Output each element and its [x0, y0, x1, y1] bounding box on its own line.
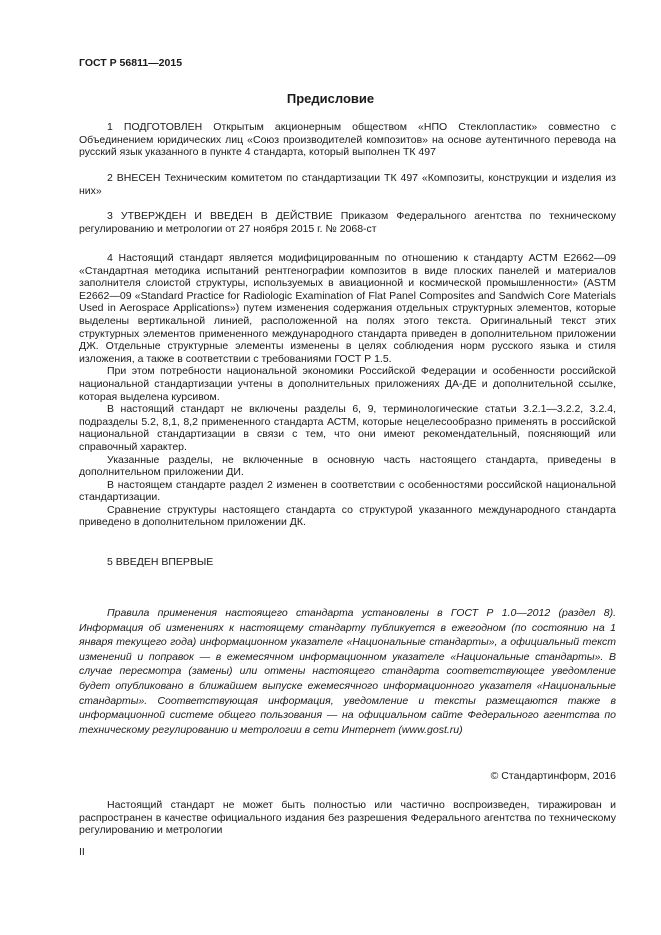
document-code: ГОСТ Р 56811—2015 — [79, 57, 183, 69]
item-3 — [79, 210, 616, 235]
item-1-text: 1 ПОДГОТОВЛЕН Открытым акционерным обществом «НПО Стеклопластик» совместно с Объединением юридических лиц «Союз производителей композитов» на основе аутентичного перевода на русский язык указанного в пункте 4 стандарта, который выполнен ТК 497 — [79, 121, 616, 159]
item-2 — [79, 172, 616, 197]
item-4-paragraph-d: Указанные разделы, не включенные в основную часть настоящего стандарта, приведены в дополнительном приложении ДИ. — [79, 453, 616, 479]
item-4-paragraph-f: Сравнение структуры настоящего стандарта со структурой указанного международного стандарта приведено в дополнительном приложении ДК. — [79, 503, 616, 529]
page-title: Предисловие — [286, 91, 375, 106]
item-4-paragraph-e: В настоящем стандарте раздел 2 изменен в соответствии с особенностями российской национальной стандартизации. — [79, 478, 616, 504]
reproduction-notice: Настоящий стандарт не может быть полностью или частично воспроизведен, тиражирован и распространен в качестве официального издания без разрешения Федерального агентства по техническому регулированию и метрологии — [79, 799, 616, 837]
page-number: II — [79, 846, 85, 858]
item-2-text: 2 ВНЕСЕН Техническим комитетом по стандартизации ТК 497 «Композиты, конструкции и изделия из них» — [79, 172, 616, 197]
copyright: © Стандартинформ, 2016 — [490, 770, 616, 782]
item-4 — [79, 252, 616, 529]
rules-notice: Правила применения настоящего стандарта установлены в ГОСТ Р 1.0—2012 (раздел 8). Информация об изменениях к настоящему стандарту публикуется в ежегодном (по состоянию на 1 января текущего года) информационном указателе «Национальные стандарты», а официальный текст изменений и поправок — в ежемесячном информационном указателе «Национальные стандарты». В случае пересмотра (замены) или отмены настоящего стандарта соответствующее уведомление будет опубликовано в ближайшем выпуске ежемесячного информационного указателя «Национальные стандарты». Соответствующая информация, уведомление и тексты размещаются также в информационной системе общего пользования — на официальном сайте Федерального агентства по техническому регулированию и метрологии в сети Интернет (www.gost.ru) — [79, 607, 616, 736]
item-4-paragraph-b: При этом потребности национальной экономики Российской Федерации и особенности российской национальной стандартизации учтены в дополнительных приложениях ДА-ДЕ и дополнительной ссылке, которая выделена курсивом. — [79, 365, 616, 403]
item-4-text: 4 Настоящий стандарт является модифицированным по отношению к стандарту АСТМ Е2662—09 «Стандартная методика испытаний рентгенографии композитов в виде плоских панелей и материалов заполнителя слоистой структуры, используемых в авиационной и космической промышленности» (ASTM E2662—09 «Standard Practice for Radiologic Examination of Flat Panel Composites and Sandwich Core Materials Used in Aerospace Applications») путем изменения содержания отдельных структурных элементов, которые выделены вертикальной линией, расположенной на полях этого текста. Оригинальный текст этих структурных элементов примененного международного стандарта приведен в дополнительном приложении ДЖ. Отдельные структурные элементы изменены в целях соблюдения норм русского языка и стиля изложения, а также в соответствии с требованиями ГОСТ Р 1.5. — [79, 252, 616, 365]
item-4-paragraph-c: В настоящий стандарт не включены разделы 6, 9, терминологические статьи 3.2.1—3.2.2, 3.2.4, подразделы 5.2, 8,1, 8,2 примененного стандарта АСТМ, которые нецелесообразно применять в российской национальной стандартизации в связи с тем, что они имеют рекомендательный, поясняющий или справочный характер. — [79, 403, 616, 453]
item-5-text: 5 ВВЕДЕН ВПЕРВЫЕ — [107, 556, 214, 568]
item-1 — [79, 121, 616, 159]
item-5 — [79, 556, 616, 569]
item-3-text: 3 УТВЕРЖДЕН И ВВЕДЕН В ДЕЙСТВИЕ Приказом Федерального агентства по техническому регулированию и метрологии от 27 ноября 2015 г. № 2068-ст — [79, 210, 616, 235]
